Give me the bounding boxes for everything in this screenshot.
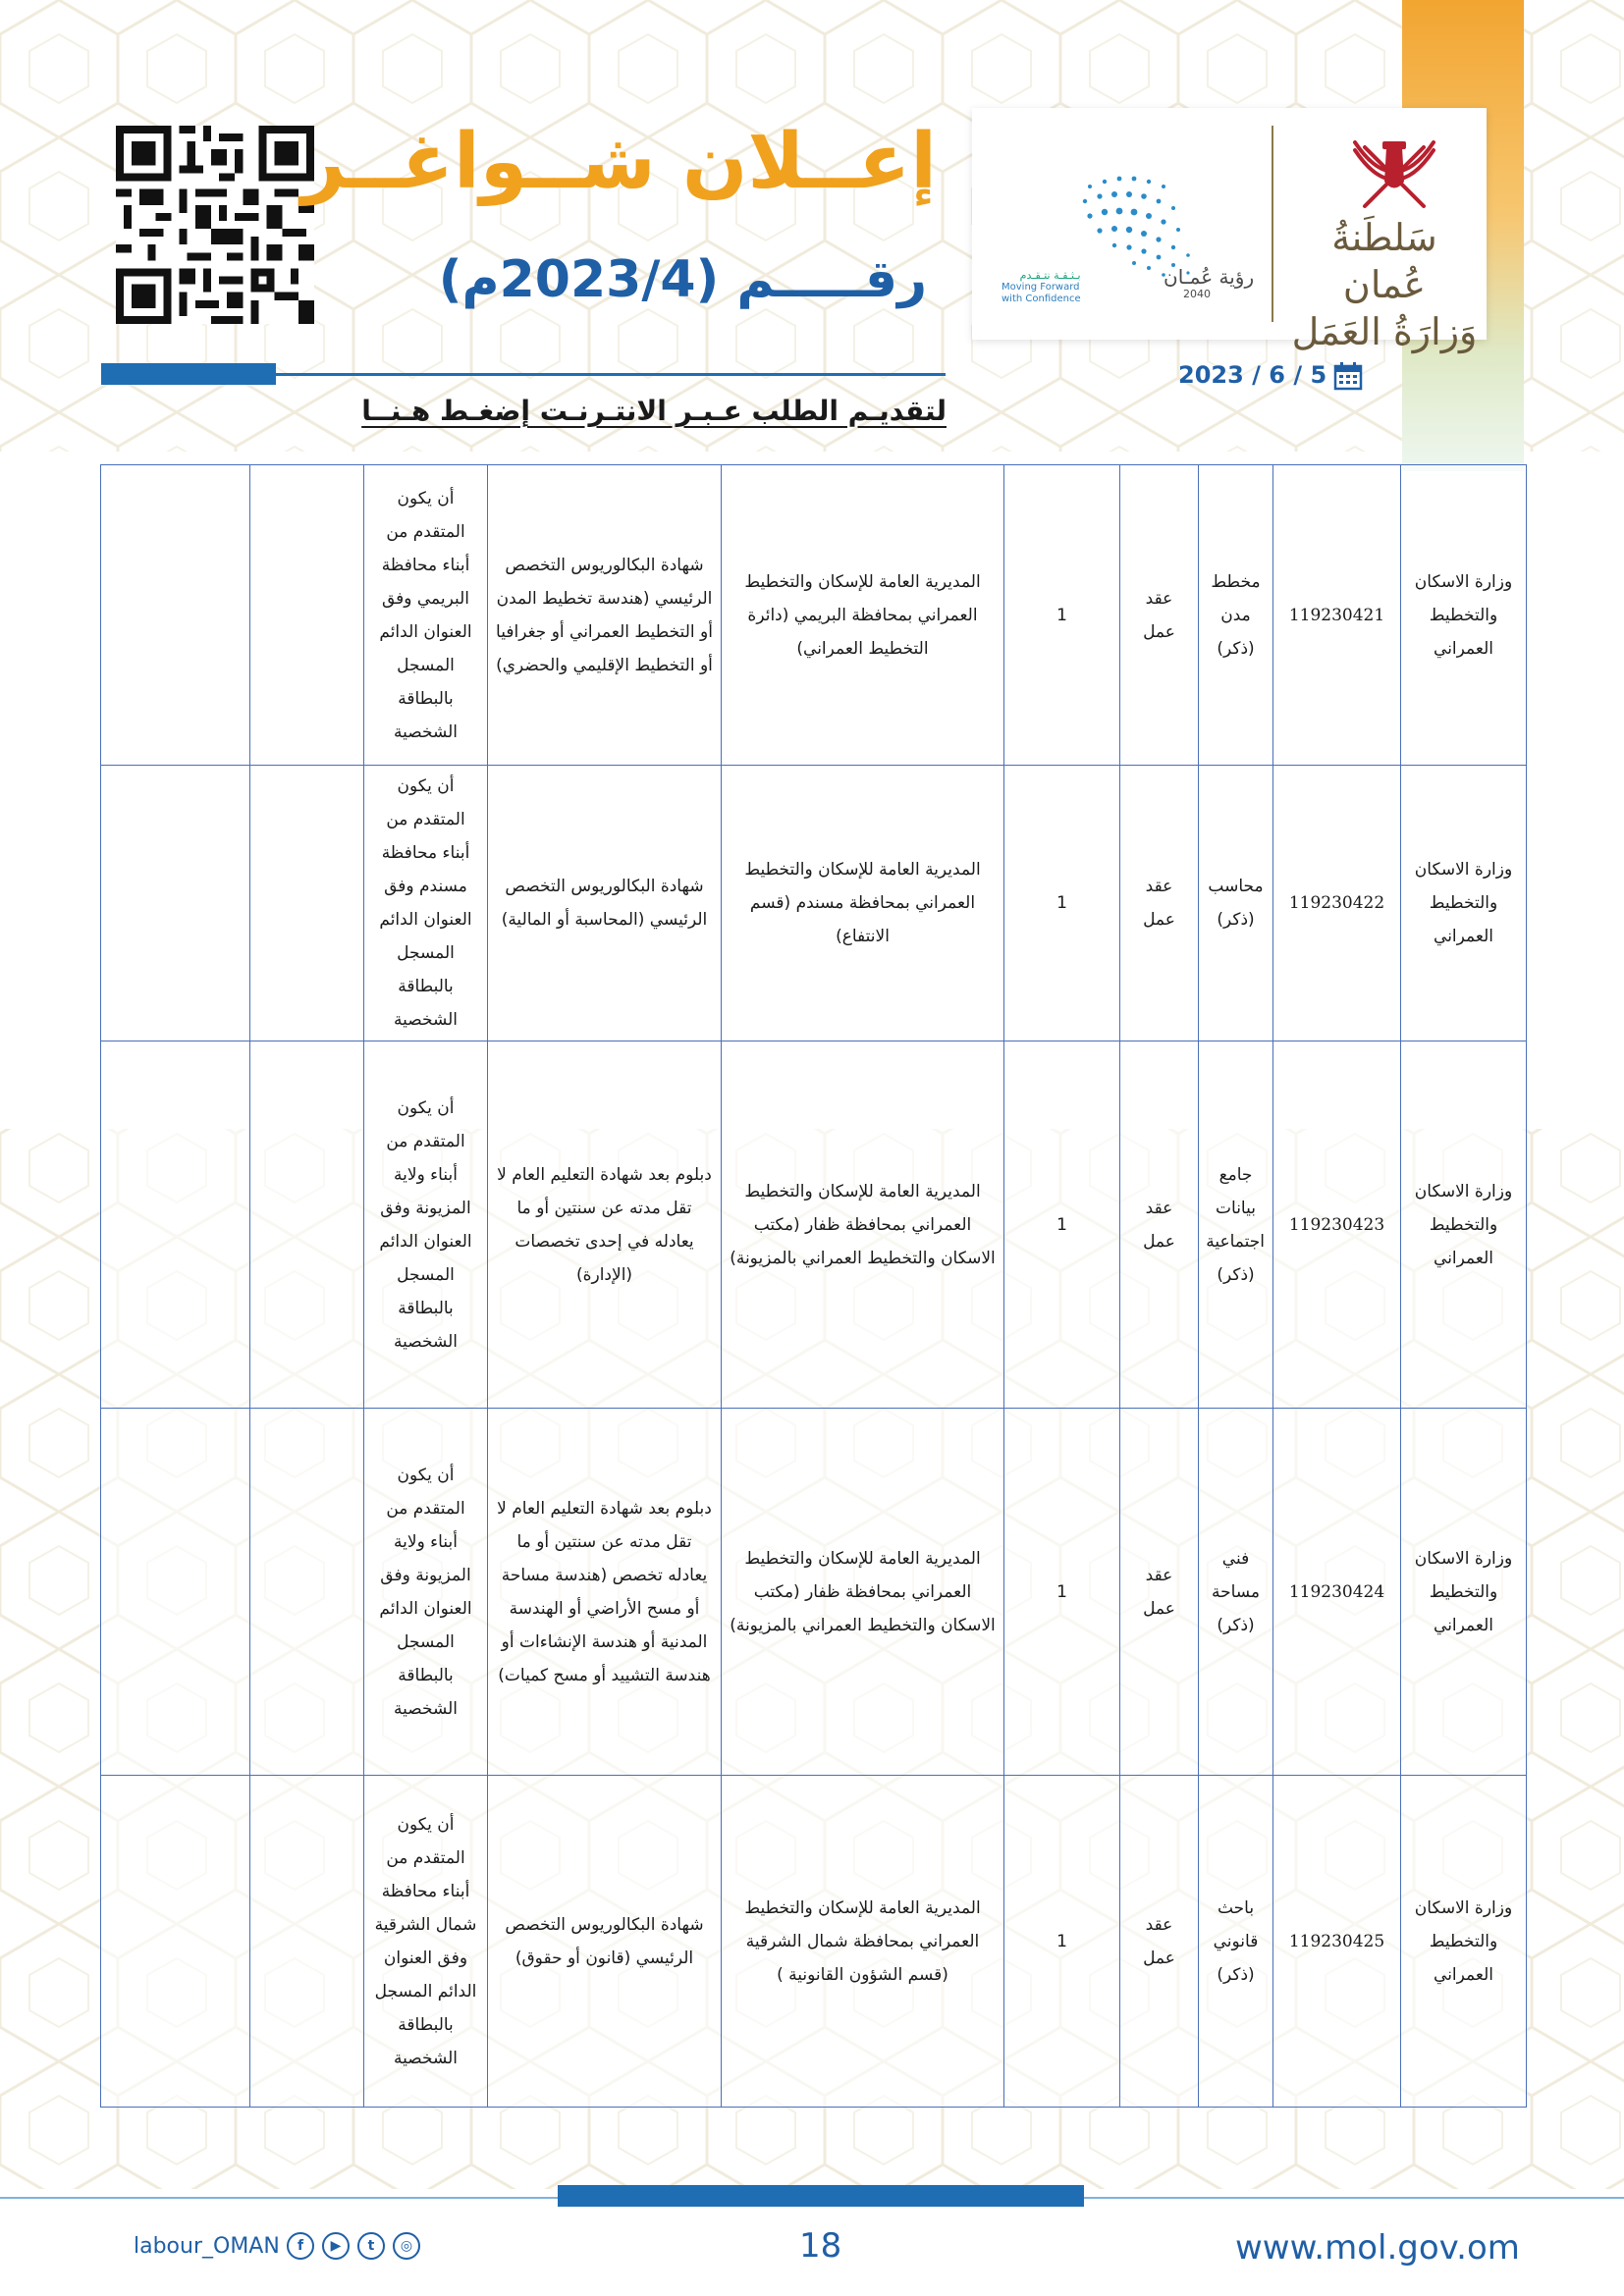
header-accent-bar: [101, 363, 276, 385]
twitter-icon[interactable]: t: [357, 2232, 385, 2260]
vacancy-count-cell: 1: [1004, 1776, 1120, 2108]
calendar-icon: [1333, 361, 1363, 391]
website-link[interactable]: www.mol.gov.om: [1235, 2228, 1520, 2268]
job-code-cell: 119230424: [1273, 1409, 1401, 1776]
work-location-cell: المديرية العامة للإسكان والتخطيط العمراني بمحافظة ظفار (مكتب الاسكان والتخطيط العمراني بالمزيونة): [722, 1041, 1004, 1409]
condition-cell: أن يكون المتقدم من أبناء ولاية المزيونة وفق العنوان الدائم المسجل بالبطاقة الشخصية: [364, 1409, 488, 1776]
job-code-cell: 119230421: [1273, 465, 1401, 766]
youtube-icon[interactable]: ▶: [322, 2232, 350, 2260]
empty-cell: [250, 1776, 364, 2108]
announcement-date: 2023 / 6 / 5: [1178, 361, 1327, 389]
empty-cell: [250, 766, 364, 1041]
vision-arabic-label: رؤية عُمـان: [1164, 265, 1255, 289]
vision-tagline: بـثـقـة نتـقـدم Moving Forward with Confidence: [1001, 269, 1081, 304]
empty-cell: [250, 465, 364, 766]
work-location-cell: المديرية العامة للإسكان والتخطيط العمراني بمحافظة شمال الشرقية (قسم الشؤون القانونية ): [722, 1776, 1004, 2108]
qualification-cell: شهادة البكالوريوس التخصص الرئيسي (المحاسبة أو المالية): [488, 766, 722, 1041]
social-handle[interactable]: labour_OMAN: [134, 2234, 280, 2259]
empty-cell: [101, 1776, 250, 2108]
job-title-cell: جامع بيانات اجتماعية (ذكر): [1199, 1041, 1273, 1409]
table-row: [101, 1776, 1527, 2108]
instagram-icon[interactable]: ◎: [393, 2232, 420, 2260]
contract-type-cell: عقد عمل: [1120, 1409, 1199, 1776]
table-row: [101, 766, 1527, 1041]
empty-cell: [101, 1041, 250, 1409]
logo-card: [972, 108, 1487, 353]
ministry-cell: وزارة الاسكان والتخطيط العمراني: [1401, 766, 1527, 1041]
qualification-cell: دبلوم بعد شهادة التعليم العام لا تقل مدته عن سنتين أو ما يعادله في إحدى تخصصات (الإدارة): [488, 1041, 722, 1409]
empty-cell: [101, 766, 250, 1041]
announcement-number: رقـــــم (2023/4م): [438, 250, 927, 309]
vision-year: 2040: [1183, 288, 1211, 300]
vacancy-count-cell: 1: [1004, 1409, 1120, 1776]
page-title: إعــلان شــواغــر: [300, 118, 937, 206]
condition-cell: أن يكون المتقدم من أبناء محافظة شمال الشرقية وفق العنوان الدائم المسجل بالبطاقة الشخصية: [364, 1776, 488, 2108]
facebook-icon[interactable]: f: [287, 2232, 314, 2260]
vacancies-table: [100, 464, 1527, 2108]
social-icons: [287, 2232, 420, 2260]
qr-code[interactable]: [116, 126, 314, 324]
page-number: 18: [799, 2226, 842, 2266]
job-code-cell: 119230423: [1273, 1041, 1401, 1409]
ministry-cell: وزارة الاسكان والتخطيط العمراني: [1401, 1041, 1527, 1409]
condition-cell: أن يكون المتقدم من أبناء ولاية المزيونة وفق العنوان الدائم المسجل بالبطاقة الشخصية: [364, 1041, 488, 1409]
job-code-cell: 119230425: [1273, 1776, 1401, 2108]
table-row: [101, 465, 1527, 766]
work-location-cell: المديرية العامة للإسكان والتخطيط العمراني بمحافظة ظفار (مكتب الاسكان والتخطيط العمراني بالمزيونة): [722, 1409, 1004, 1776]
ministry-cell: وزارة الاسكان والتخطيط العمراني: [1401, 1409, 1527, 1776]
empty-cell: [250, 1041, 364, 1409]
job-code-cell: 119230422: [1273, 766, 1401, 1041]
empty-cell: [101, 465, 250, 766]
contract-type-cell: عقد عمل: [1120, 1041, 1199, 1409]
vacancy-count-cell: 1: [1004, 766, 1120, 1041]
work-location-cell: المديرية العامة للإسكان والتخطيط العمراني بمحافظة مسندم (قسم الانتفاع): [722, 766, 1004, 1041]
footer-accent-bar: [558, 2185, 1084, 2207]
qualification-cell: شهادة البكالوريوس التخصص الرئيسي (هندسة تخطيط المدن أو التخطيط العمراني أو جغرافيا أو التخطيط الإقليمي والحضري): [488, 465, 722, 766]
ministry-name: سَلطَنةُ عُمان وَزارَةُ العَمَل: [1291, 216, 1478, 353]
qualification-cell: شهادة البكالوريوس التخصص الرئيسي (قانون أو حقوق): [488, 1776, 722, 2108]
job-title-cell: فني مساحة (ذكر): [1199, 1409, 1273, 1776]
contract-type-cell: عقد عمل: [1120, 465, 1199, 766]
apply-online-link[interactable]: لتقديـم الطلب عـبـر الانتـرنـت إضغـط هـنــا: [361, 395, 947, 427]
condition-cell: أن يكون المتقدم من أبناء محافظة البريمي وفق العنوان الدائم المسجل بالبطاقة الشخصية: [364, 465, 488, 766]
contract-type-cell: عقد عمل: [1120, 1776, 1199, 2108]
contract-type-cell: عقد عمل: [1120, 766, 1199, 1041]
vacancy-count-cell: 1: [1004, 465, 1120, 766]
ministry-cell: وزارة الاسكان والتخطيط العمراني: [1401, 465, 1527, 766]
ministry-cell: وزارة الاسكان والتخطيط العمراني: [1401, 1776, 1527, 2108]
table-row: [101, 1041, 1527, 1409]
work-location-cell: المديرية العامة للإسكان والتخطيط العمراني بمحافظة البريمي (دائرة التخطيط العمراني): [722, 465, 1004, 766]
logo-divider: [1272, 126, 1273, 322]
empty-cell: [101, 1409, 250, 1776]
condition-cell: أن يكون المتقدم من أبناء محافظة مسندم وفق العنوان الدائم المسجل بالبطاقة الشخصية: [364, 766, 488, 1041]
table-row: [101, 1409, 1527, 1776]
job-title-cell: مخطط مدن (ذكر): [1199, 465, 1273, 766]
vacancy-count-cell: 1: [1004, 1041, 1120, 1409]
job-title-cell: محاسب (ذكر): [1199, 766, 1273, 1041]
oman-emblem-icon: [1335, 128, 1453, 216]
empty-cell: [250, 1409, 364, 1776]
qualification-cell: دبلوم بعد شهادة التعليم العام لا تقل مدته عن سنتين أو ما يعادله تخصص (هندسة مساحة أو مسح الأراضي أو الهندسة المدنية أو هندسة الإنشاءات أو هندسة التشييد أو مسح كميات): [488, 1409, 722, 1776]
job-title-cell: باحث قانوني (ذكر): [1199, 1776, 1273, 2108]
